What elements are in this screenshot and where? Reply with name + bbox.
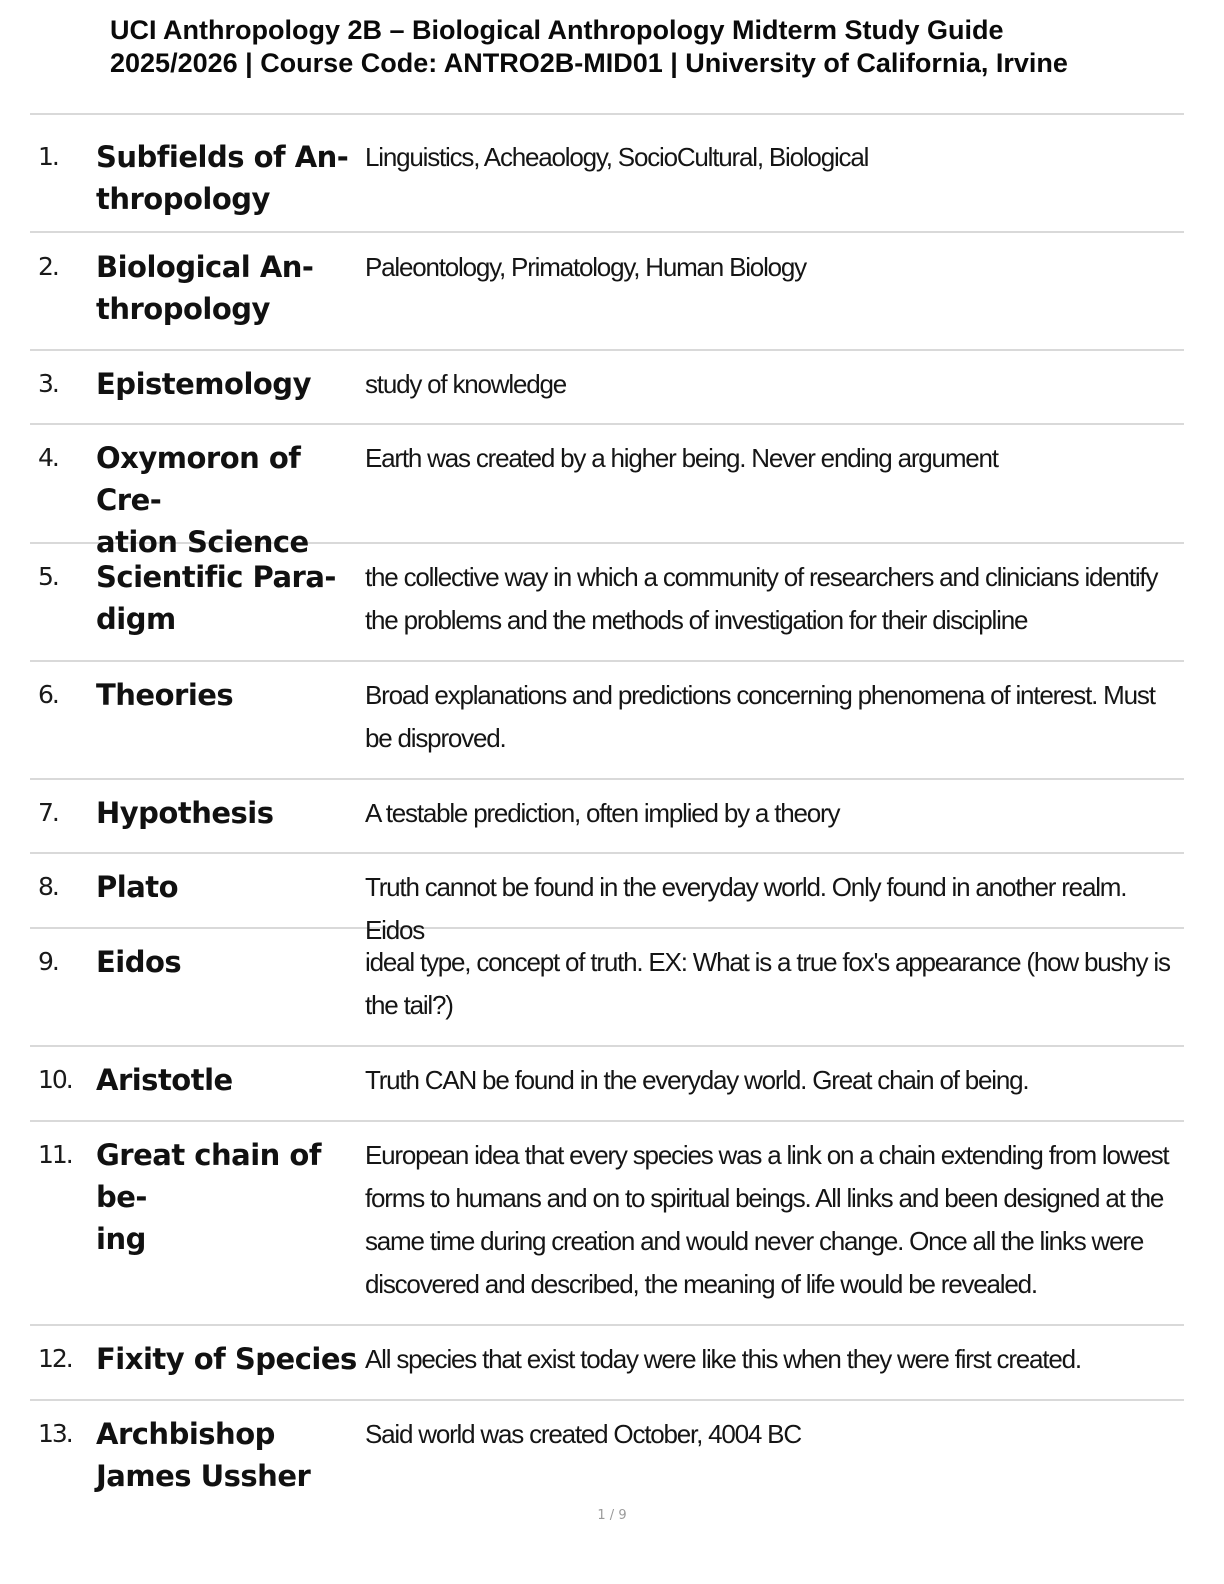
card-number: 12. bbox=[38, 1344, 72, 1373]
card-number: 2. bbox=[38, 252, 58, 281]
card-separator bbox=[30, 778, 1184, 780]
card-definition: Said world was created October, 4004 BC bbox=[365, 1419, 801, 1449]
card-term: Biological An- thropology bbox=[96, 250, 314, 326]
card-number: 3. bbox=[38, 369, 58, 398]
document-header bbox=[110, 14, 1200, 80]
card-number: 4. bbox=[38, 443, 58, 472]
card-separator bbox=[30, 1045, 1184, 1047]
card-number: 1. bbox=[38, 142, 58, 171]
document-title: UCI Anthropology 2B – Biological Anthropology Midterm Study Guide bbox=[110, 15, 1004, 45]
card-term: Scientific Para- digm bbox=[96, 560, 336, 636]
card-term: Fixity of Species bbox=[96, 1342, 357, 1376]
card-separator bbox=[30, 349, 1184, 351]
card-term: Eidos bbox=[96, 945, 182, 979]
card-separator bbox=[30, 1324, 1184, 1326]
card-separator bbox=[30, 423, 1184, 425]
card-definition: study of knowledge bbox=[365, 369, 566, 399]
card-separator bbox=[30, 660, 1184, 662]
card-term: Great chain of be- ing bbox=[96, 1138, 321, 1256]
card-definition: All species that exist today were like this when they were first created. bbox=[365, 1344, 1081, 1374]
card-separator bbox=[30, 1120, 1184, 1122]
card-definition: Linguistics, Acheaology, SocioCultural, Biological bbox=[365, 142, 869, 172]
card-definition: Earth was created by a higher being. Never ending argument bbox=[365, 443, 998, 473]
card-number: 13. bbox=[38, 1419, 72, 1448]
card-number: 9. bbox=[38, 947, 58, 976]
card-term: Epistemology bbox=[96, 367, 311, 401]
card-number: 8. bbox=[38, 872, 58, 901]
card-separator bbox=[30, 1399, 1184, 1401]
card-definition: the collective way in which a community of researchers and clinicians identify the problems and the methods of investigation for their discipline bbox=[365, 562, 1158, 635]
card-definition: Truth CAN be found in the everyday world. Great chain of being. bbox=[365, 1065, 1029, 1095]
card-term: Archbishop James Ussher bbox=[96, 1417, 311, 1493]
card-separator bbox=[30, 113, 1184, 115]
card-term: Aristotle bbox=[96, 1063, 233, 1097]
card-number: 5. bbox=[38, 562, 58, 591]
card-term: Plato bbox=[96, 870, 179, 904]
card-term: Hypothesis bbox=[96, 796, 274, 830]
card-definition: Broad explanations and predictions concerning phenomena of interest. Must be disproved. bbox=[365, 680, 1155, 753]
card-definition: A testable prediction, often implied by a theory bbox=[365, 798, 840, 828]
card-term: Oxymoron of Cre- ation Science bbox=[96, 441, 309, 559]
card-definition: Paleontology, Primatology, Human Biology bbox=[365, 252, 806, 282]
card-term: Subfields of An- thropology bbox=[96, 140, 349, 216]
page-number: 1 / 9 bbox=[597, 1508, 627, 1523]
card-number: 11. bbox=[38, 1140, 72, 1169]
card-definition: ideal type, concept of truth. EX: What is a true fox's appearance (how bushy is the tail?) bbox=[365, 947, 1170, 1020]
card-number: 10. bbox=[38, 1065, 72, 1094]
card-separator bbox=[30, 852, 1184, 854]
card-definition: European idea that every species was a link on a chain extending from lowest forms to humans and on to spiritual beings. All links and been designed at the same time during creation and would never change. Once all the links were discovered and described, the meaning of life would be revealed. bbox=[365, 1140, 1169, 1299]
card-definition: Truth cannot be found in the everyday world. Only found in another realm. Eidos bbox=[365, 872, 1127, 945]
card-number: 6. bbox=[38, 680, 58, 709]
card-term: Theories bbox=[96, 678, 234, 712]
card-separator bbox=[30, 231, 1184, 233]
document-subtitle: 2025/2026 | Course Code: ANTRO2B-MID01 | University of California, Irvine bbox=[110, 48, 1068, 78]
card-number: 7. bbox=[38, 798, 58, 827]
